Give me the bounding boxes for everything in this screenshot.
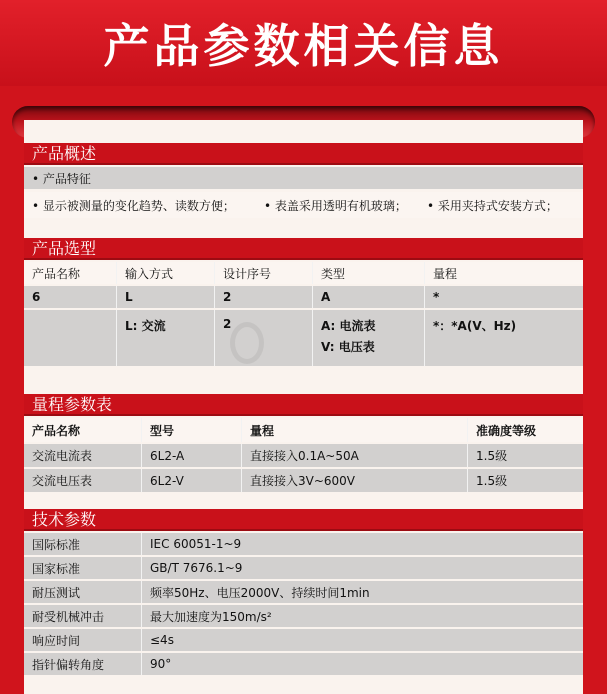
table-cell: 1.5级 [476,449,508,463]
selection-row [24,286,583,308]
column-header: 准确度等级 [476,423,537,438]
selection-cell: 2 [215,286,313,308]
table-cell: 交流电压表 [24,469,142,492]
param-name: 国家标准 [24,557,142,579]
table-row [24,629,583,651]
selection-cell: L [117,286,215,308]
table-cell: 直接接入3V~600V [242,469,468,492]
selection-cell [24,310,117,366]
section-overview-heading: 产品概述 [24,143,583,165]
param-name: 指针偏转角度 [24,653,142,675]
param-name: 国际标准 [24,533,142,555]
selection-cell: 6 [24,286,117,308]
selection-cell: L: 交流 [117,310,215,366]
table-row [24,469,583,492]
section-range-heading: 量程参数表 [24,394,583,416]
param-value: ≤4s [150,633,174,647]
param-value: 频率50Hz、电压2000V、持续时间1min [150,585,370,600]
table-row [24,605,583,627]
feature-title-row [24,167,583,189]
table-cell: 6L2-A [142,444,242,467]
param-value: IEC 60051-1~9 [150,537,242,551]
table-row [24,444,583,467]
param-value: 最大加速度为150m/s² [150,609,272,624]
table-row [24,581,583,603]
feature-item: • 采用夹持式安装方式； [427,198,558,213]
range-header-row [24,418,583,442]
column-header: 设计序号 [215,262,313,284]
type-voltage: V: 电压表 [321,340,375,354]
selection-cell: 2 [215,310,313,366]
selection-header-row [24,262,583,284]
column-header: 类型 [313,262,425,284]
table-cell: 6L2-V [142,469,242,492]
feature-title: • 产品特征 [32,171,91,186]
param-name: 耐受机械冲击 [24,605,142,627]
page-title: 产品参数相关信息 [103,19,504,73]
column-header: 型号 [142,418,242,442]
feature-item: • 显示被测量的变化趋势、读数方便； [32,198,235,213]
column-header: 产品名称 [24,418,142,442]
param-value: 90° [150,657,172,671]
table-row [24,533,583,555]
param-value: GB/T 7676.1~9 [150,561,243,575]
banner [0,0,607,86]
selection-cell: A [313,286,425,308]
feature-item: • 表盖采用透明有机玻璃； [264,198,407,213]
feature-list-row [24,192,583,218]
watermark-logo [230,318,370,368]
column-header: 输入方式 [117,262,215,284]
param-name: 响应时间 [24,629,142,651]
param-name: 耐压测试 [24,581,142,603]
section-selection-heading: 产品选型 [24,238,583,260]
section-tech-heading: 技术参数 [24,509,583,531]
type-current: A: 电流表 [321,319,376,333]
table-row [24,653,583,675]
column-header: 量程 [242,418,468,442]
selection-cell: *：*A(V、Hz) [433,319,517,333]
table-row [24,557,583,579]
column-header: 产品名称 [24,262,117,284]
table-cell: 交流电流表 [24,444,142,467]
selection-cell: * [433,290,440,304]
column-header: 量程 [433,266,458,281]
table-cell: 直接接入0.1A~50A [242,444,468,467]
table-cell: 1.5级 [476,474,508,488]
